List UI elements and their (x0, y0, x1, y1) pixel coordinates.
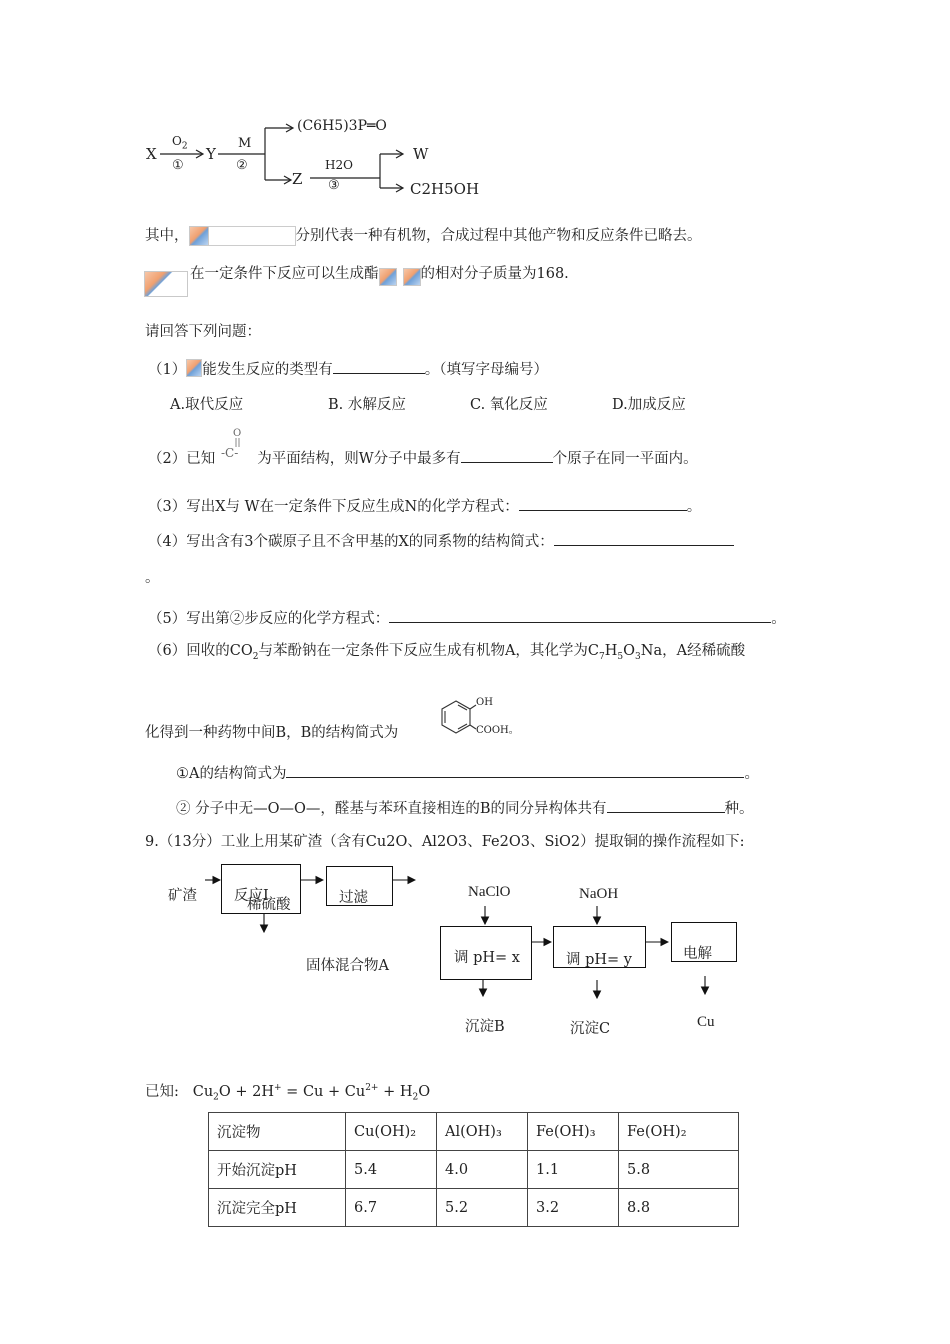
scheme-step2: ② (236, 158, 248, 173)
carbonyl-fragment: -C- (221, 446, 239, 460)
flow-precip-b: 沉淀B (465, 1019, 505, 1035)
table-header-cell: Al(OH)₃ (437, 1113, 528, 1151)
question-3: （3）写出X与 W在一定条件下反应生成N的化学方程式： 。 (148, 494, 701, 517)
table-row (209, 1189, 739, 1227)
option-d: D.加成反应 (612, 397, 686, 413)
table-cell: 沉淀完全pH (209, 1189, 346, 1227)
hydroxyl-label: OH (476, 697, 493, 708)
scheme-phosphine-oxide: (C6H5)3P═O (297, 118, 387, 134)
table-cell: 5.4 (346, 1151, 437, 1189)
flow-solid-a: 固体混合物A (306, 958, 389, 974)
line-ester: 在一定条件下反应可以生成酯 的相对分子质量为168. (190, 264, 569, 286)
flow-naoh: NaOH (579, 886, 619, 902)
scheme-m: M (238, 136, 252, 151)
table-header-cell: Cu(OH)₂ (346, 1113, 437, 1151)
option-a: A.取代反应 (170, 397, 244, 413)
table-cell: 5.2 (437, 1189, 528, 1227)
table-header-row (209, 1113, 739, 1151)
option-c: C. 氧化反应 (470, 397, 548, 413)
scheme-y: Y (206, 145, 216, 163)
flow-filter: 过滤 (339, 890, 368, 906)
question-6: （6）回收的$CO_2$与苯酚钠在一定条件下反应生成有机物A，其化学为$C_7H_5O_3Na$，A经稀硫酸 (148, 643, 746, 662)
flow-ph-x: 调 pH= x (454, 950, 520, 966)
flow-precip-c: 沉淀C (570, 1021, 611, 1037)
table-row (209, 1151, 739, 1189)
flow-naclo: NaClO (468, 884, 511, 900)
carboxyl-label: COOH。 (476, 725, 519, 736)
table-cell: 1.1 (528, 1151, 619, 1189)
question-4-end: 。 (145, 570, 160, 586)
question-6-line2: 化得到一种药物中间B，B的结构简式为 (145, 725, 399, 741)
scheme-z: Z (292, 170, 303, 188)
scheme-step3: ③ (328, 178, 340, 193)
scheme-ethanol: C2H5OH (410, 180, 480, 198)
scheme-x: X (146, 145, 157, 163)
question-prompt: 请回答下列问题： (145, 324, 261, 340)
flow-dilute-acid: 稀硫酸 (247, 897, 291, 913)
line-intro: 其中， 分别代表一种有机物，合成过程中其他产物和反应条件已略去。 (145, 228, 702, 244)
scheme-step1: ① (172, 158, 184, 173)
table-cell: 3.2 (528, 1189, 619, 1227)
table-header-cell: 沉淀物 (209, 1113, 346, 1151)
question-9: 9.（13分）工业上用某矿渣（含有Cu2O、Al2O3、Fe2O3、SiO2）提取铜的操作流程如下: (145, 834, 745, 850)
precipitation-ph-table (208, 1112, 739, 1227)
carbonyl-oxygen: O (233, 428, 242, 439)
scheme-w: W (413, 145, 429, 163)
flow-ph-y: 调 pH= y (566, 952, 632, 968)
table-cell: 6.7 (346, 1189, 437, 1227)
scheme-o2: $O_2$ (172, 134, 188, 152)
question-6-1: ①A的结构简式为 。 (176, 761, 759, 784)
flow-electrolysis: 电解 (683, 946, 712, 962)
question-6-2: ② 分子中无—O—O—，醛基与苯环直接相连的B的同分异构体共有 种。 (176, 796, 754, 819)
known-equation: 已知: $Cu_2O + 2H^+ = Cu + Cu^{2+} + H_2O$ (145, 1083, 431, 1103)
question-5: （5）写出第②步反应的化学方程式： 。 (148, 606, 786, 629)
table-cell: 4.0 (437, 1151, 528, 1189)
table-cell: 5.8 (619, 1151, 739, 1189)
table-cell: 开始沉淀pH (209, 1151, 346, 1189)
flow-slag: 矿渣 (168, 888, 197, 904)
question-4: （4）写出含有3个碳原子且不含甲基的X的同系物的结构简式： (148, 529, 734, 552)
flow-reaction1: 反应Ⅰ (234, 888, 269, 904)
question-1: （1） 能发生反应的类型有 。（填写字母编号） (148, 357, 548, 380)
scheme-h2o: H2O (325, 158, 353, 172)
flow-cu: Cu (697, 1014, 715, 1030)
question-2: （2）已知 为平面结构，则W分子中最多有 个原子在同一平面内。 (148, 446, 698, 469)
option-b: B. 水解反应 (328, 397, 406, 413)
table-header-cell: Fe(OH)₃ (528, 1113, 619, 1151)
table-cell: 8.8 (619, 1189, 739, 1227)
table-header-cell: Fe(OH)₂ (619, 1113, 739, 1151)
